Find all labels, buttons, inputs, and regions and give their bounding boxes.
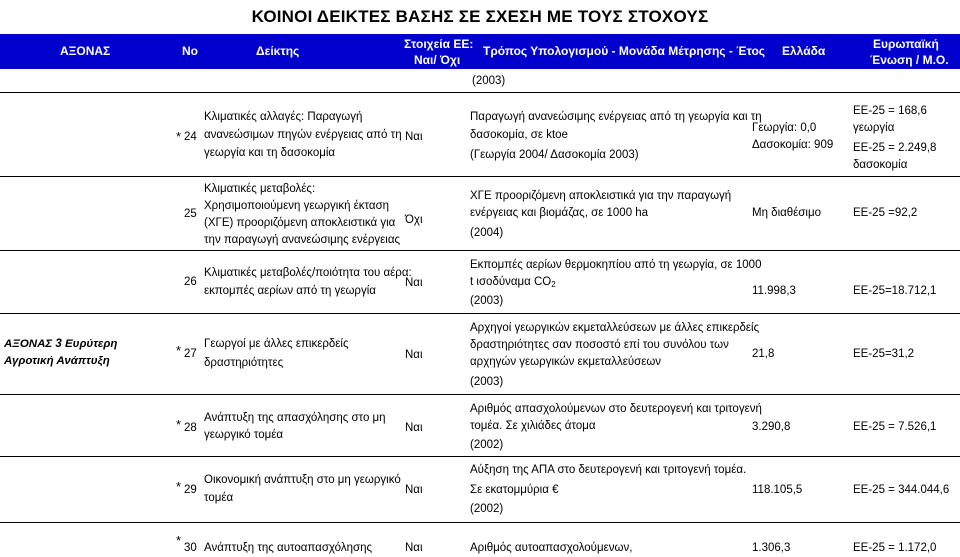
greece-value: Γεωργία: 0,0 [752,122,817,134]
method-line: Αριθμός απασχολούμενων στο δευτερογενή και τριτογενή [470,403,762,415]
greece-value: 11.998,3 [752,285,796,297]
indicator-line: Κλιματικές μεταβολές/ποιότητα του αέρα: [204,267,412,279]
eu-value: ΕΕ-25=31,2 [853,348,915,360]
indicator-line: γεωργικό τομέα [204,429,284,441]
indicator-line: Χρησιμοποιούμενη γεωργική έκταση [204,200,390,212]
eu-value: ΕΕ-25 = 344.044,6 [853,484,950,496]
eu-data-yn: Ναι [405,542,423,554]
eu-data-yn: Ναι [405,349,423,361]
greece-value: Δασοκομία: 909 [752,139,834,151]
method-line: Παραγωγή ανανεώσιμης ενέργειας από τη γεωργία και τη [470,111,762,123]
prev-row-year: (2003) [472,75,506,87]
header-method: Τρόπος Υπολογισμού - Μονάδα Μέτρησης - Έτος [483,44,766,58]
eu-value: γεωργία [853,122,895,134]
eu-value: ΕΕ-25 = 7.526,1 [853,421,937,433]
eu-value: ΕΕ-25 = 1.172,0 [853,542,937,554]
header-greece: Ελλάδα [782,44,826,58]
method-line: (2004) [470,227,504,239]
method-line: (2003) [470,376,504,388]
eu-value: ΕΕ-25=18.712,1 [853,285,937,297]
method-line: αρχηγών γεωργικών εκμεταλλεύσεων [470,356,662,368]
row-divider [0,176,960,177]
method-line: (2002) [470,439,504,451]
indicator-line: Ανάπτυξη της απασχόλησης στο μη [204,412,386,424]
indicator-line: την παραγωγή ανανεώσιμης ενέργειας [204,234,401,246]
method-line: (2003) [470,295,504,307]
method-line: (Γεωργία 2004/ Δασοκομία 2003) [470,149,639,161]
eu-data-yn: Ναι [405,484,423,496]
method-line: Αύξηση της ΑΠΑ στο δευτερογενή και τριτογενή τομέα. [470,464,747,476]
indicator-line: εκπομπές αερίων από τη γεωργία [204,285,376,297]
row-star: * [176,129,182,144]
header-no: No [182,44,198,58]
row-divider [0,522,960,523]
indicator-line: Κλιματικές μεταβολές: [204,183,316,195]
axis-label: Αγροτική Ανάπτυξη [4,355,110,367]
row-number: 24 [184,131,197,143]
indicator-line: ανανεώσιμων πηγών ενέργειας από τη [204,129,402,141]
method-line: τομέα. Σε χιλιάδες άτομα [470,420,596,432]
greece-value: Μη διαθέσιμο [752,207,821,219]
method-line: Εκπομπές αερίων θερμοκηπίου από τη γεωργία, σε 1000 [470,259,762,271]
row-divider [0,250,960,251]
header-indicator: Δείκτης [256,44,300,58]
indicator-line: (ΧΓΕ) προοριζόμενη αποκλειστικά για [204,217,396,229]
method-line [470,274,556,293]
header-eu-avg: Ένωση / Μ.Ο. [870,53,949,67]
row-number: 29 [184,484,197,496]
row-number: 28 [184,422,197,434]
indicator-line: δραστηριότητες [204,357,284,369]
document-title: ΚΟΙΝΟΙ ΔΕΙΚΤΕΣ ΒΑΣΗΣ ΣΕ ΣΧΕΣΗ ΜΕ ΤΟΥΣ ΣΤΟΧΟΥΣ [251,7,709,26]
row-star: * [176,479,182,494]
eu-data-yn: Ναι [405,422,423,434]
eu-value: ΕΕ-25 =92,2 [853,207,918,219]
row-number: 30 [184,542,197,554]
method-line: Αρχηγοί γεωργικών εκμεταλλεύσεων με άλλες επικερδείς [470,322,760,334]
row-divider [0,456,960,457]
method-line: Αριθμός αυτοαπασχολούμενων, [470,542,633,554]
header-eu-data-yn: Ναι/ Όχι [414,53,461,67]
eu-data-yn: Ναι [405,131,423,143]
indicator-line: Γεωργοί με άλλες επικερδείς [204,338,349,350]
eu-value: δασοκομία [853,159,908,171]
row-number: 25 [184,208,197,220]
method-line: ενέργειας και βιομάζας, σε 1000 ha [470,207,649,219]
method-line: δραστηριότητες σαν ποσοστό επί του συνόλου των [470,339,729,351]
row-star: * [176,417,182,432]
indicator-line: γεωργία και τη δασοκομία [204,147,336,159]
row-divider [0,394,960,395]
axis-label: ΑΞΟΝΑΣ 3 Ευρύτερη [4,338,118,350]
greece-value: 1.306,3 [752,542,791,554]
indicator-line: Οικονομική ανάπτυξη στο μη γεωργικό [204,474,401,486]
greece-value: 3.290,8 [752,421,791,433]
indicator-line: Ανάπτυξη της αυτοαπασχόλησης [204,542,373,554]
method-line: ΧΓΕ προοριζόμενη αποκλειστικά για την παραγωγή [470,190,732,202]
indicator-line: τομέα [204,492,234,504]
header-eu: Ευρωπαϊκή [873,37,939,51]
eu-data-yn: Ναι [405,277,423,289]
header-axis: ΑΞΟΝΑΣ [60,44,111,58]
row-number: 27 [184,348,197,360]
indicator-line: Κλιματικές αλλαγές: Παραγωγή [204,111,363,123]
eu-value: ΕΕ-25 = 2.249,8 [853,142,937,154]
eu-data-yn: Όχι [405,214,423,226]
method-line: Σε εκατομμύρια € [470,484,559,496]
greece-value: 118.105,5 [752,484,803,496]
method-line: (2002) [470,503,504,515]
method-line: δασοκομία, σε ktoe [470,129,568,141]
row-divider [0,313,960,314]
row-number: 26 [184,276,197,288]
row-star: * [176,533,182,548]
co2-subscript: 2 [551,280,556,289]
table-header [0,34,960,69]
header-eu-data: Στοιχεία ΕΕ: [404,37,474,51]
method-text: t ισοδύναμα CO [470,276,552,288]
row-divider [0,92,960,93]
row-star: * [176,343,182,358]
eu-value: ΕΕ-25 = 168,6 [853,105,927,117]
greece-value: 21,8 [752,348,775,360]
